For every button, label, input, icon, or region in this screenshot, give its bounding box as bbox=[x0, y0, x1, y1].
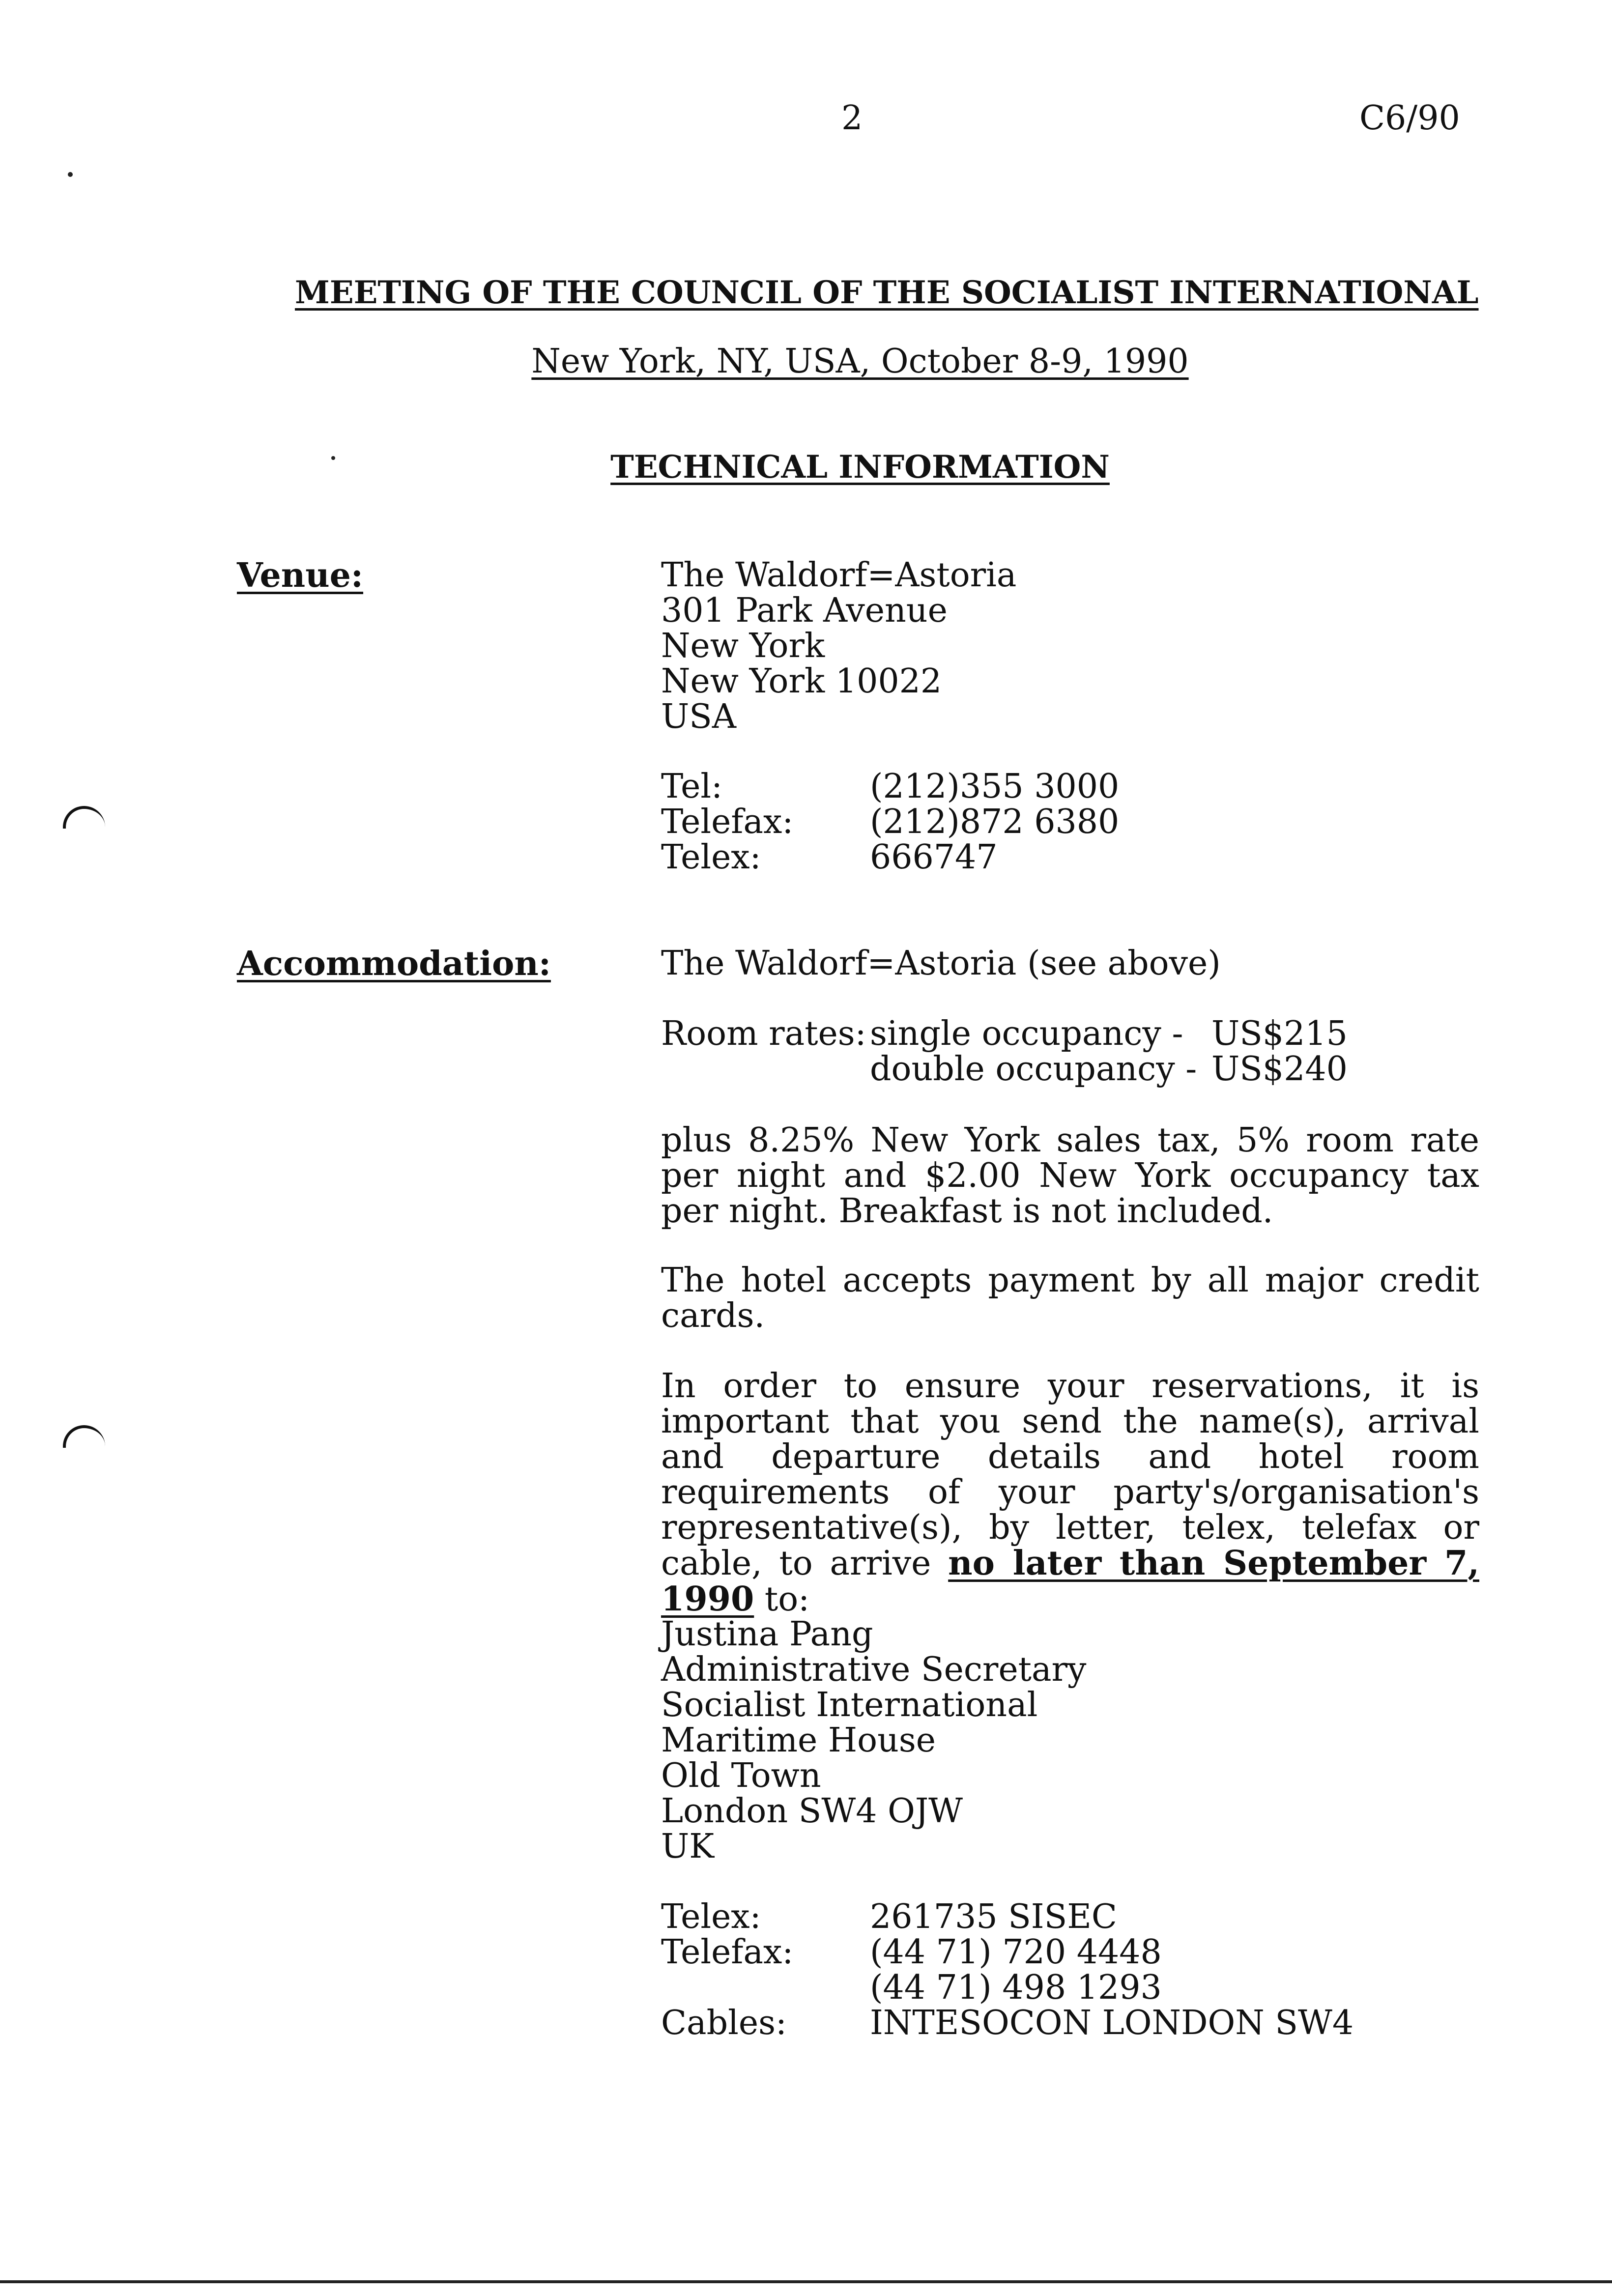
meeting-location-date: New York, NY, USA, October 8-9, 1990 bbox=[531, 342, 1189, 381]
payment-paragraph: The hotel accepts payment by all major credit cards. bbox=[661, 1261, 1479, 1335]
contact-detail-label: Telex: bbox=[661, 1897, 761, 1936]
contact-address-line: Old Town bbox=[661, 1756, 821, 1795]
venue-address-line: New York 10022 bbox=[661, 662, 942, 701]
reservation-deadline: no later than September 7, 1990 bbox=[661, 1544, 1480, 1619]
contact-detail-value: INTESOCON LONDON SW4 bbox=[870, 2004, 1354, 2042]
punch-hole-mark bbox=[63, 806, 105, 829]
room-rates-label: Room rates: bbox=[661, 1014, 866, 1053]
venue-address-line: New York bbox=[661, 627, 825, 665]
venue-contact-label: Tel: bbox=[661, 767, 722, 806]
accommodation-label: Accommodation: bbox=[237, 944, 551, 983]
page-title: MEETING OF THE COUNCIL OF THE SOCIALIST INTERNATIONAL bbox=[295, 274, 1479, 311]
reservation-paragraph bbox=[661, 1369, 1479, 1617]
venue-contact-value: 666747 bbox=[870, 838, 998, 877]
room-rate-type: single occupancy - bbox=[870, 1014, 1183, 1053]
contact-detail-label: Cables: bbox=[661, 2004, 787, 2042]
room-rate-type: double occupancy - bbox=[870, 1050, 1197, 1089]
venue-address-line: The Waldorf=Astoria bbox=[661, 556, 1017, 595]
venue-address-line: 301 Park Avenue bbox=[661, 591, 948, 630]
venue-address-line: USA bbox=[661, 697, 736, 736]
document-code: C6/90 bbox=[1359, 99, 1460, 138]
room-rate-price: US$215 bbox=[1211, 1014, 1348, 1053]
room-rate-price: US$240 bbox=[1211, 1050, 1348, 1089]
contact-detail-value: (44 71) 498 1293 bbox=[870, 1968, 1162, 2007]
contact-address-line: Maritime House bbox=[661, 1721, 936, 1760]
venue-label: Venue: bbox=[237, 556, 364, 595]
reservation-suffix: to: bbox=[764, 1580, 810, 1619]
tax-paragraph: plus 8.25% New York sales tax, 5% room rate per night and $2.00 New York occupancy tax per night. Breakfast is not included. bbox=[661, 1121, 1479, 1231]
reservation-text: In order to ensure your reservations, it is important that you send the name(s), arrival and departure details and hotel room requirements of your party's/organisation's representative(s), by letter, telex, telefax or cable, to arrive bbox=[661, 1367, 1479, 1583]
section-title: TECHNICAL INFORMATION bbox=[610, 449, 1110, 486]
contact-detail-label: Telefax: bbox=[661, 1933, 794, 1972]
page-number: 2 bbox=[841, 99, 863, 138]
accommodation-hotel: The Waldorf=Astoria (see above) bbox=[661, 944, 1221, 983]
venue-contact-label: Telex: bbox=[661, 838, 761, 877]
contact-address-line: Justina Pang bbox=[661, 1615, 873, 1654]
contact-address-line: Administrative Secretary bbox=[661, 1650, 1087, 1689]
venue-contact-value: (212)872 6380 bbox=[870, 803, 1120, 841]
venue-contact-value: (212)355 3000 bbox=[870, 767, 1120, 806]
page-bottom-edge bbox=[0, 2280, 1612, 2283]
scan-speck bbox=[68, 172, 73, 177]
contact-address-line: UK bbox=[661, 1827, 715, 1866]
contact-detail-value: (44 71) 720 4448 bbox=[870, 1933, 1162, 1972]
venue-contact-label: Telefax: bbox=[661, 803, 794, 841]
contact-address-line: Socialist International bbox=[661, 1686, 1038, 1724]
contact-address-line: London SW4 OJW bbox=[661, 1792, 963, 1831]
contact-detail-value: 261735 SISEC bbox=[870, 1897, 1117, 1936]
punch-hole-mark bbox=[63, 1425, 105, 1448]
